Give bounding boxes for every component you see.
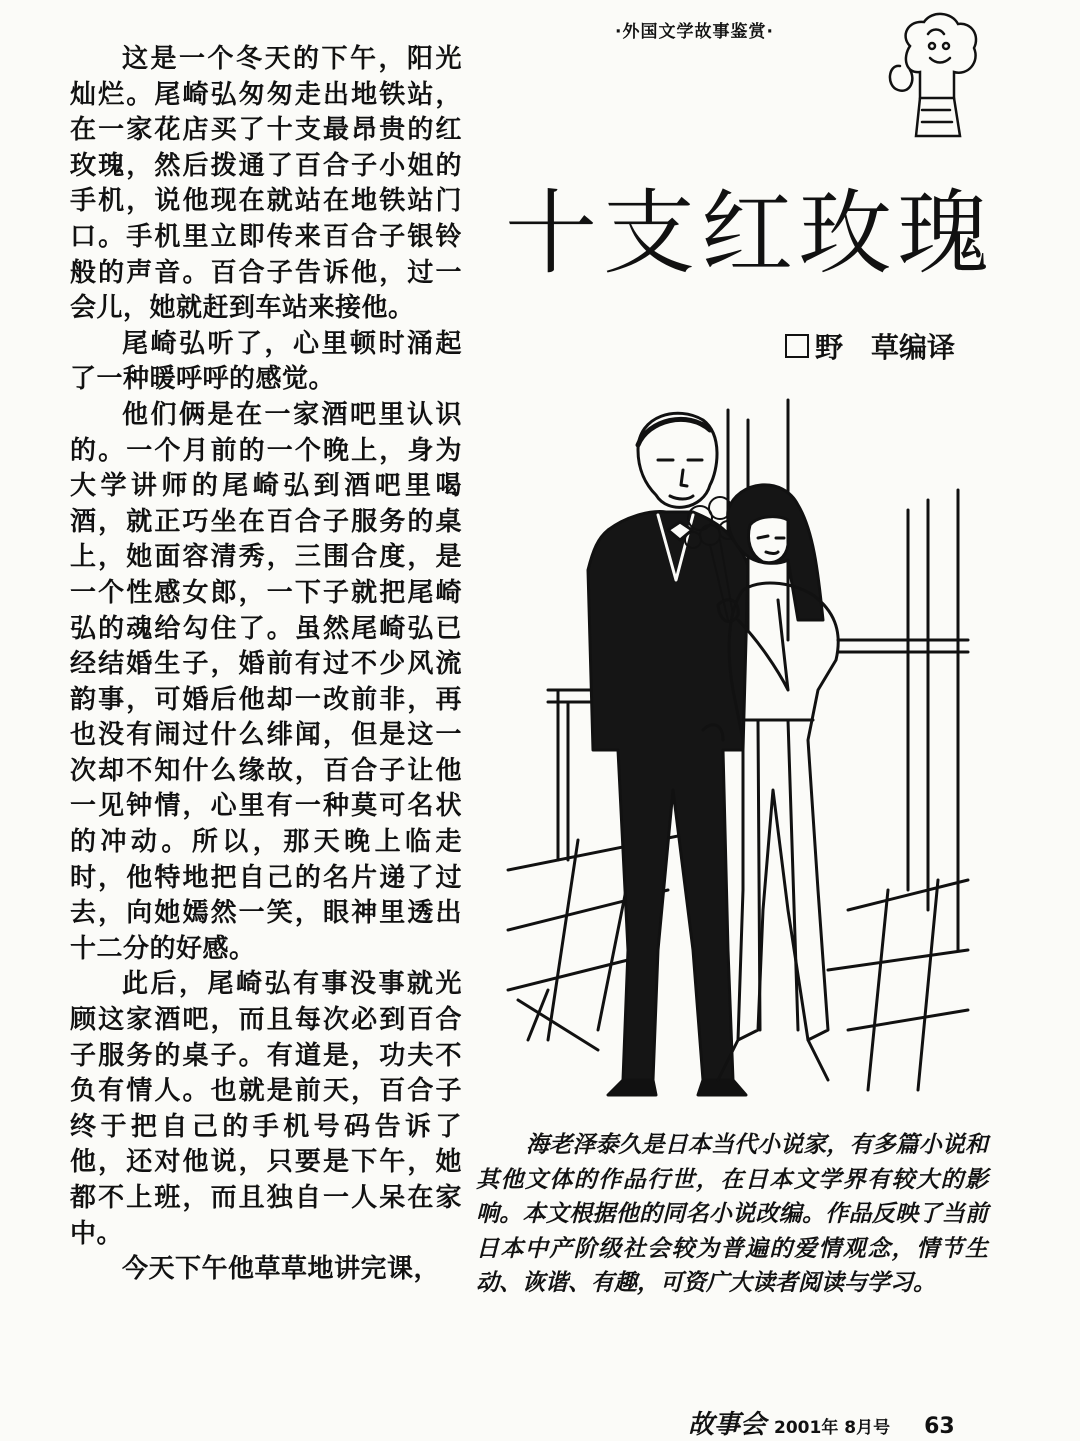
- author-intro: [476, 1128, 988, 1301]
- article-title: 十支红玫瑰: [505, 180, 996, 287]
- author-line: [785, 326, 955, 366]
- body-paragraph-1: 这是一个冬天的下午，阳光灿烂。尾崎弘匆匆走出地铁站，在一家花店买了十支最昂贵的红玫瑰，然后拨通了百合子小姐的手机，说他现在就站在地铁站门口。手机里立即传来百合子银铃般的声音。百合子告诉他，过一会儿，她就赶到车站来接他。: [70, 44, 462, 324]
- author-name: 野 草编译: [815, 331, 956, 364]
- page-number: 63: [924, 1414, 955, 1439]
- boxing-glove-logo-icon: [880, 6, 990, 146]
- body-paragraph-4: 此后，尾崎弘有事没事就光顾这家酒吧，而且每次必到百合子服务的桌子。有道是，功夫不负有情人。也就是前天，百合子终于把自己的手机号码告诉了他，还对他说，只要是下午，她都不上班，而且独自一人呆在家中。: [70, 969, 462, 1249]
- body-column: [70, 42, 462, 1288]
- column-header: ·外国文学故事鉴赏·: [615, 22, 774, 42]
- intro-text: 海老泽泰久是日本当代小说家，有多篇小说和其他文体的作品行世，在日本文学界有较大的影响。本文根据他的同名小说改编。作品反映了当前日本中产阶级社会较为普遍的爱情观念，情节生动、诙谐、有趣，可资广大读者阅读与学习。: [476, 1131, 988, 1296]
- square-bullet-icon: [785, 334, 809, 358]
- body-paragraph-2: 尾崎弘听了，心里顿时涌起了一种暖呼呼的感觉。: [70, 328, 462, 395]
- couple-illustration: [488, 390, 988, 1110]
- issue-date: 2001年 8月号: [774, 1418, 891, 1438]
- page-footer: [688, 1404, 955, 1441]
- magazine-name: 故事会: [688, 1410, 767, 1440]
- body-paragraph-3: 他们俩是在一家酒吧里认识的。一个月前的一个晚上，身为大学讲师的尾崎弘到酒吧里喝酒，就正巧坐在百合子服务的桌上，她面容清秀，三围合度，是一个性感女郎，一下子就把尾崎弘的魂给勾住了。虽然尾崎弘已经结婚生子，婚前有过不少风流韵事，可婚后他却一改前非，再也没有闹过什么绯闻，但是这一次却不知什么缘故，百合子让他一见钟情，心里有一种莫可名状的冲动。所以，那天晚上临走时，他特地把自己的名片递了过去，向她嫣然一笑，眼神里透出十二分的好感。: [70, 399, 462, 964]
- body-paragraph-5: 今天下午他草草地讲完课，: [122, 1254, 441, 1285]
